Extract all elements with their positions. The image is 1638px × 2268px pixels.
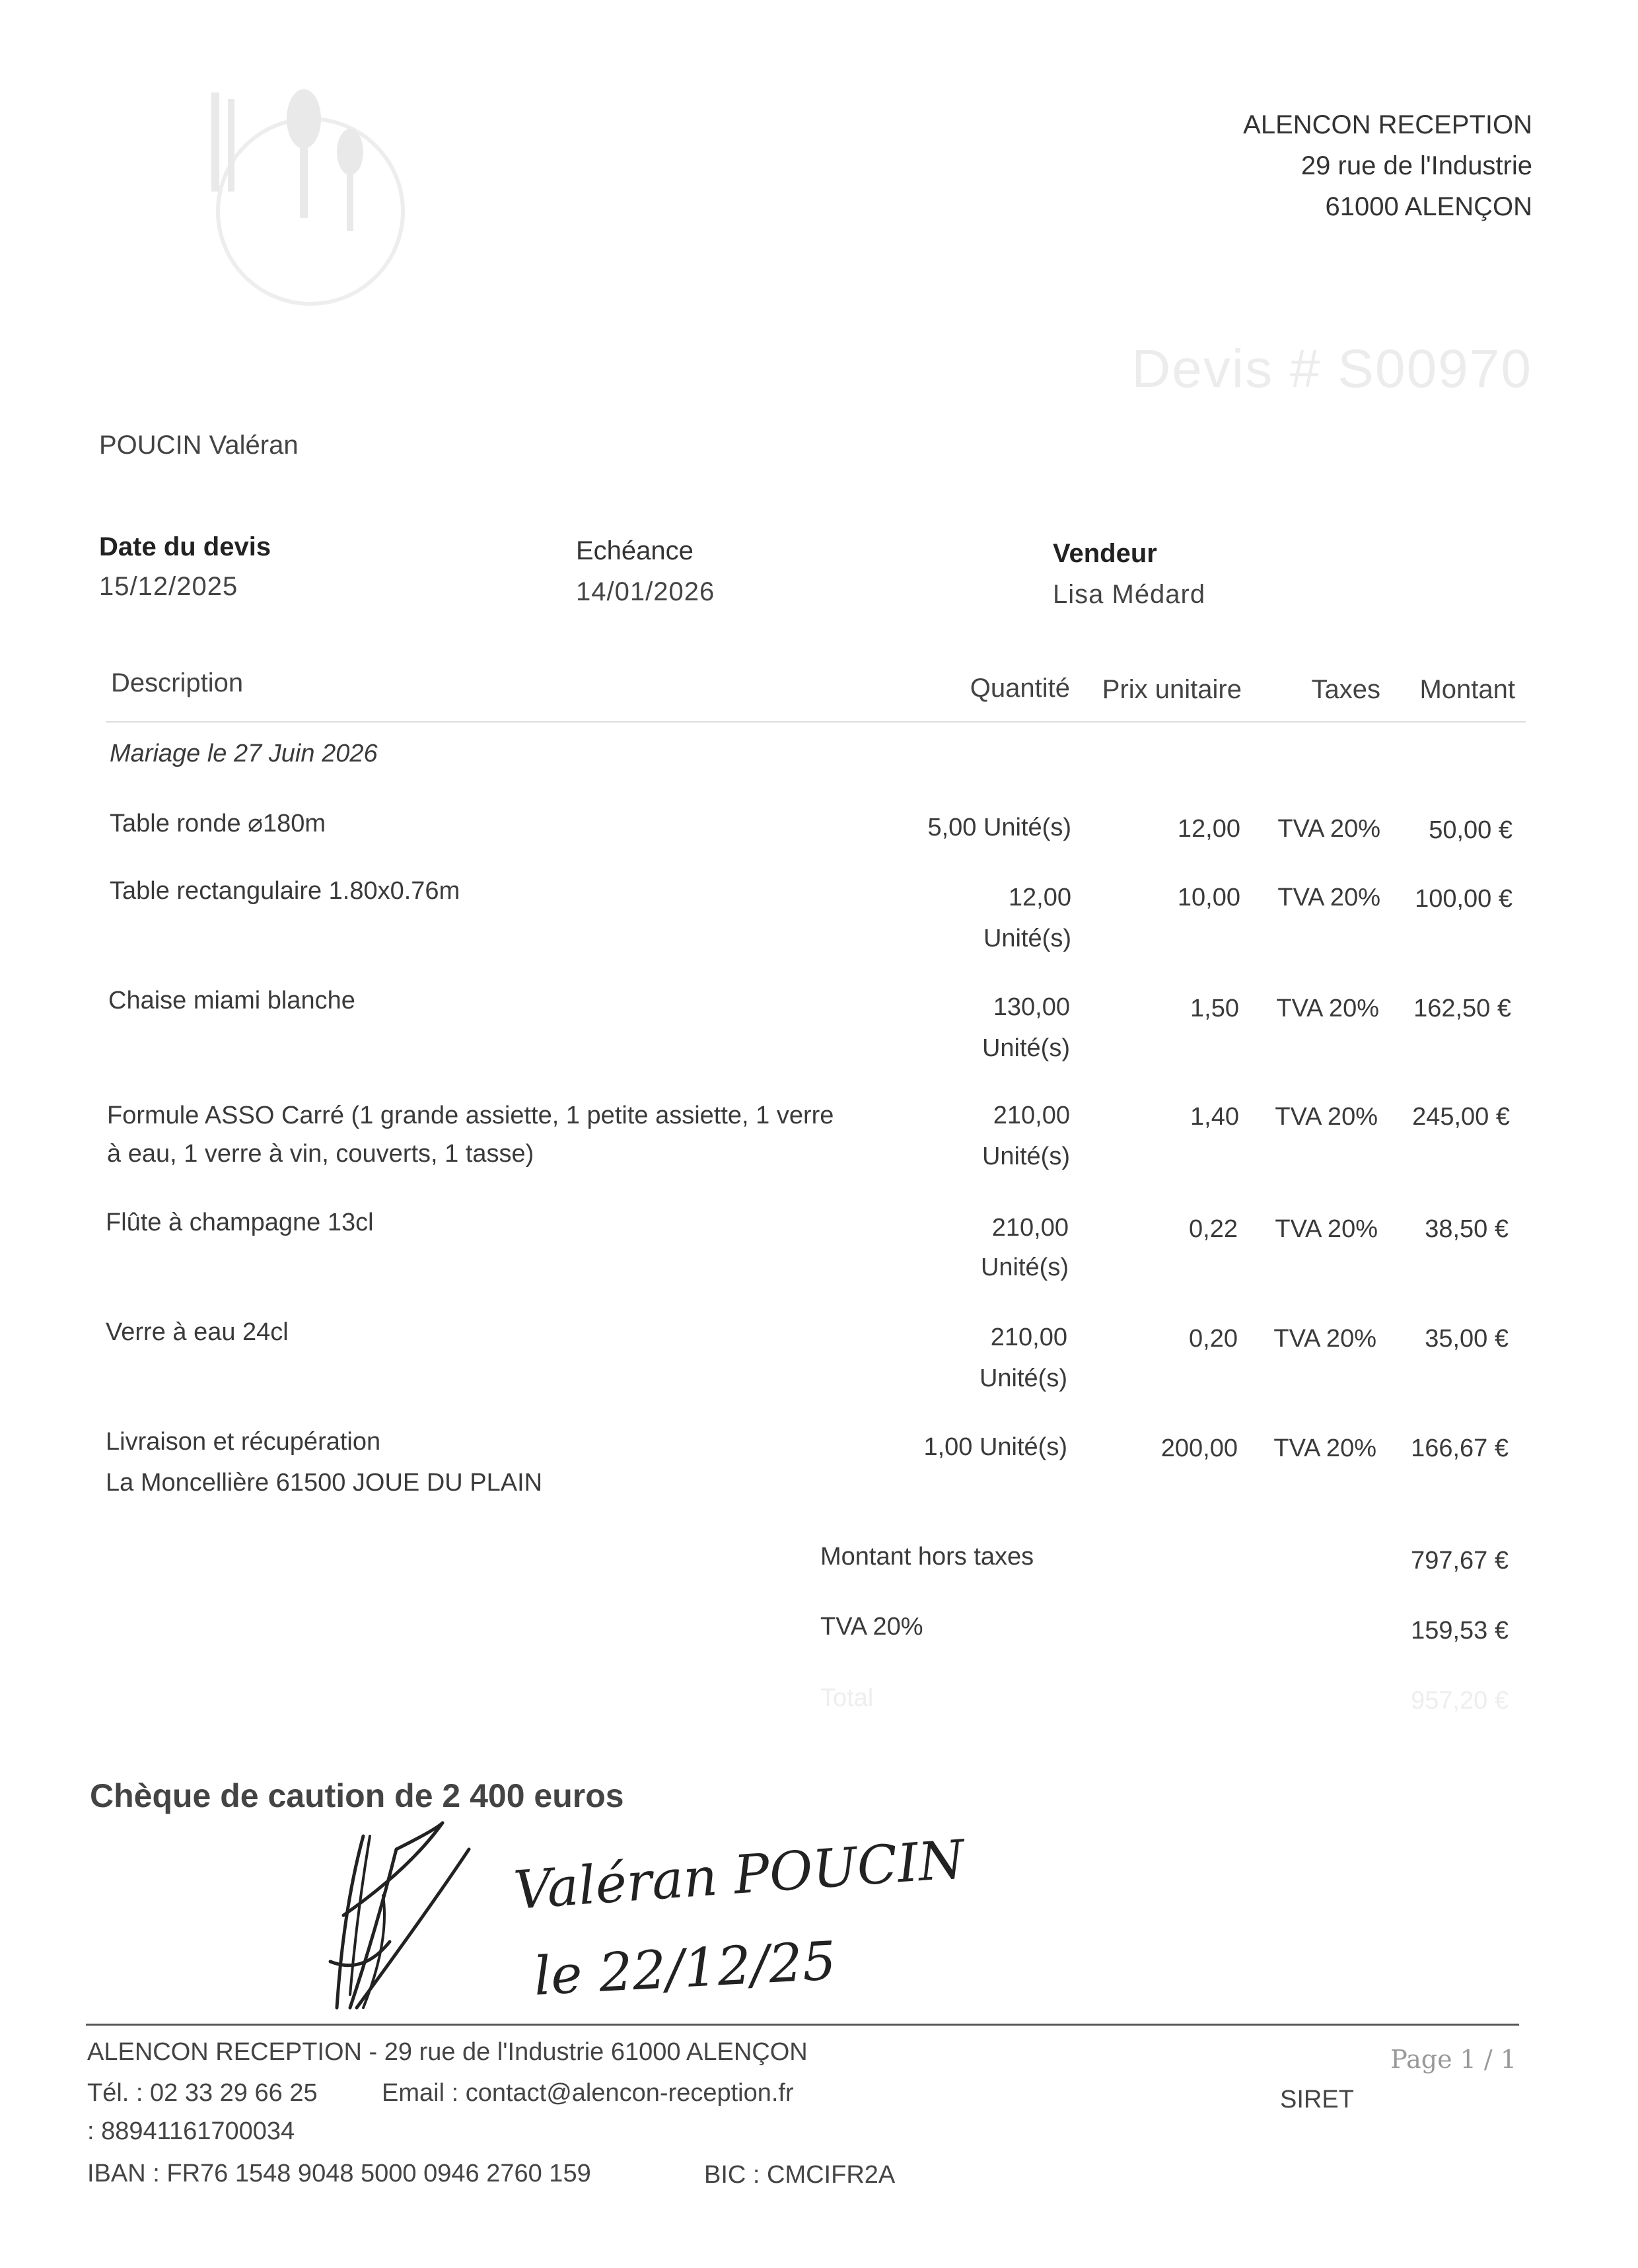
row-6-quantity-unit: Unité(s) [979, 1364, 1067, 1392]
row-5-unit-price: 0,22 [1189, 1215, 1238, 1243]
row-3-quantity-unit: Unité(s) [981, 1034, 1070, 1062]
company-address [1243, 104, 1532, 227]
due-label: Echéance [576, 536, 694, 565]
row-6-unit-price: 0,20 [1189, 1325, 1238, 1353]
row-7-quantity: 1,00 Unité(s) [923, 1433, 1067, 1461]
row-5-amount: 38,50 € [1425, 1215, 1509, 1243]
row-5-tax: TVA 20% [1275, 1215, 1378, 1243]
row-2-amount: 100,00 € [1415, 885, 1513, 913]
row-4-quantity-unit: Unité(s) [981, 1143, 1070, 1170]
company-city: 61000 ALENÇON [1325, 192, 1532, 221]
header-divider [106, 721, 1526, 723]
row-7-tax: TVA 20% [1273, 1435, 1376, 1462]
row-4-tax: TVA 20% [1275, 1103, 1378, 1131]
header-taxes: Taxes [1311, 675, 1380, 704]
row-1-amount: 50,00 € [1429, 816, 1513, 844]
row-3-quantity: 130,00 [993, 993, 1070, 1021]
row-6-tax: TVA 20% [1273, 1325, 1376, 1353]
page-number: Page 1 / 1 [1390, 2045, 1516, 2074]
total-label: Total [820, 1684, 874, 1712]
footer-phone: Tél. : 02 33 29 66 25 [87, 2079, 318, 2107]
vat-value: 159,53 € [1411, 1617, 1509, 1645]
row-6-quantity: 210,00 [990, 1324, 1067, 1351]
row-3-amount: 162,50 € [1413, 995, 1511, 1022]
row-3-description: Chaise miami blanche [108, 987, 355, 1014]
row-4-description-line2: à eau, 1 verre à vin, couverts, 1 tasse) [107, 1140, 534, 1168]
row-2-unit-price: 10,00 [1177, 884, 1240, 911]
footer-siret-label: SIRET [1280, 2086, 1354, 2113]
row-2-description: Table rectangulaire 1.80x0.76m [110, 877, 460, 905]
quote-title: Devis # S00970 [1131, 339, 1532, 399]
row-4-quantity: 210,00 [993, 1102, 1070, 1129]
caution-note: Chèque de caution de 2 400 euros [90, 1777, 624, 1814]
total-value: 957,20 € [1411, 1687, 1509, 1715]
company-logo [198, 79, 436, 317]
header-description: Description [111, 668, 244, 697]
row-3-tax: TVA 20% [1276, 995, 1379, 1022]
row-4-description: Formule ASSO Carré (1 grande assiette, 1 petite assiette, 1 verre [107, 1102, 834, 1129]
row-5-quantity-unit: Unité(s) [980, 1254, 1069, 1281]
footer-divider [86, 2024, 1519, 2026]
client-name: POUCIN Valéran [99, 431, 299, 460]
row-6-amount: 35,00 € [1425, 1325, 1509, 1353]
row-2-quantity: 12,00 [1008, 884, 1071, 911]
row-6-description: Verre à eau 24cl [106, 1318, 289, 1346]
row-5-quantity: 210,00 [991, 1214, 1069, 1242]
row-1-description: Table ronde ⌀180m [110, 810, 326, 837]
footer-bic: BIC : CMCIFR2A [704, 2161, 896, 2189]
handwritten-name: Valéran POUCIN [511, 1828, 967, 1921]
row-7-description: Livraison et récupération [106, 1428, 381, 1456]
footer-email[interactable]: Email : contact@alencon-reception.fr [382, 2079, 794, 2107]
seller-label: Vendeur [1053, 539, 1157, 568]
row-7-amount: 166,67 € [1411, 1435, 1509, 1462]
row-2-tax: TVA 20% [1277, 884, 1380, 911]
date-label: Date du devis [99, 532, 271, 561]
row-2-quantity-unit: Unité(s) [983, 925, 1071, 952]
row-7-description-line2: La Moncellière 61500 JOUE DU PLAIN [106, 1469, 543, 1497]
row-3-unit-price: 1,50 [1190, 995, 1239, 1022]
header-amount: Montant [1419, 675, 1515, 704]
footer-address: ALENCON RECEPTION - 29 rue de l'Industrie 61000 ALENÇON [87, 2038, 808, 2066]
seller-value: Lisa Médard [1053, 580, 1206, 609]
row-1-tax: TVA 20% [1277, 815, 1380, 843]
company-street: 29 rue de l'Industrie [1300, 151, 1532, 180]
row-4-unit-price: 1,40 [1190, 1103, 1239, 1131]
vat-label: TVA 20% [820, 1613, 923, 1641]
row-1-unit-price: 12,00 [1177, 815, 1240, 843]
company-name: ALENCON RECEPTION [1243, 110, 1532, 139]
row-7-unit-price: 200,00 [1160, 1435, 1238, 1462]
date-value: 15/12/2025 [99, 572, 238, 601]
section-title: Mariage le 27 Juin 2026 [110, 740, 378, 767]
footer-iban: IBAN : FR76 1548 9048 5000 0946 2760 159 [87, 2160, 591, 2187]
row-5-description: Flûte à champagne 13cl [106, 1209, 374, 1236]
subtotal-label: Montant hors taxes [820, 1543, 1034, 1571]
handwritten-signature [317, 1810, 967, 2021]
header-unit-price: Prix unitaire [1102, 675, 1242, 704]
handwritten-date: le 22/12/25 [532, 1930, 838, 2007]
row-4-amount: 245,00 € [1412, 1103, 1510, 1131]
due-value: 14/01/2026 [576, 577, 715, 606]
footer-siret-value: : 88941161700034 [87, 2117, 295, 2145]
row-1-quantity: 5,00 Unité(s) [927, 814, 1071, 841]
header-quantity: Quantité [970, 674, 1070, 703]
subtotal-value: 797,67 € [1411, 1547, 1509, 1575]
